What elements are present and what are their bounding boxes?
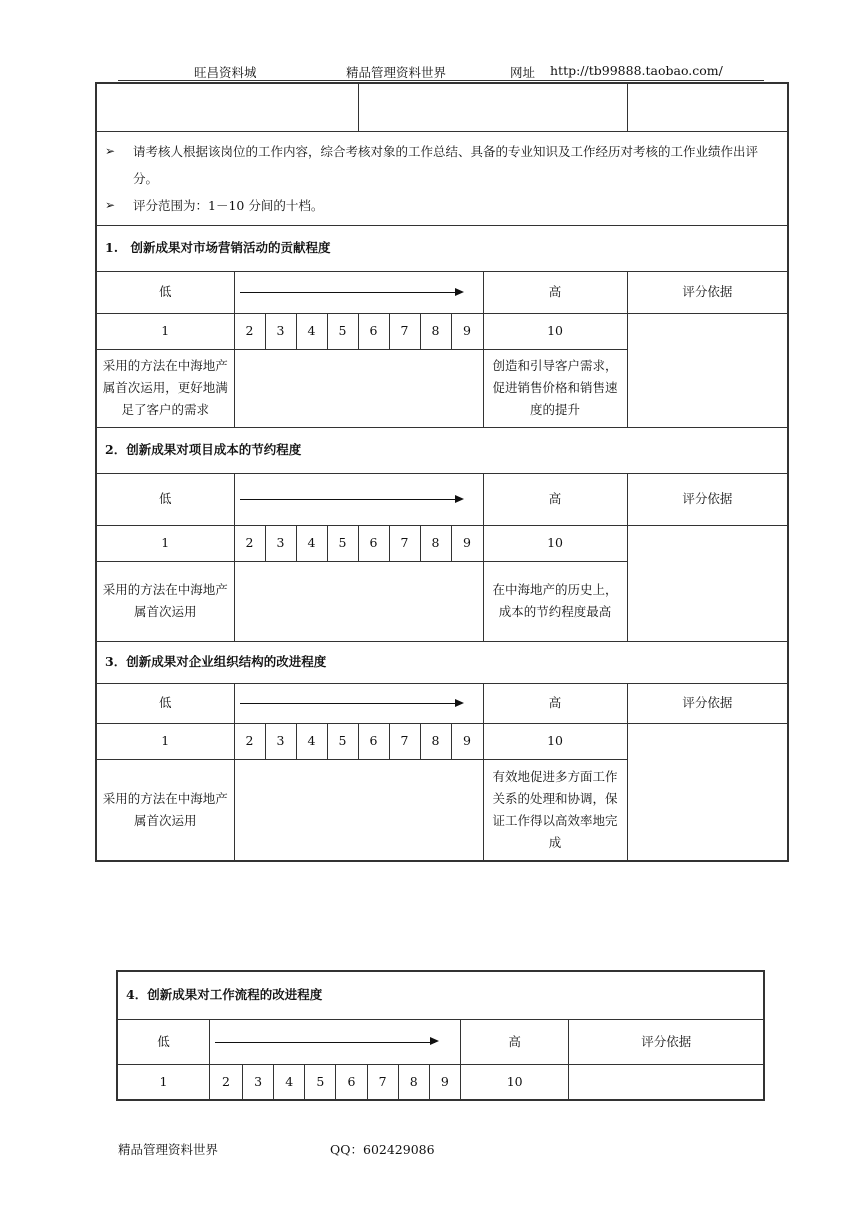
basis-input-cell[interactable]: [627, 313, 788, 427]
score-cell: 4: [296, 313, 327, 349]
score-cell: 10: [483, 525, 627, 561]
low-description: 采用的方法在中海地产属首次运用，更好地满足了客户的需求: [96, 349, 234, 427]
high-description: 在中海地产的历史上，成本的节约程度最高: [483, 561, 627, 641]
score-cell: 10: [460, 1064, 568, 1100]
score-cell: 2: [234, 525, 265, 561]
score-cell: 1: [96, 723, 234, 759]
section-title: 4．创新成果对工作流程的改进程度: [117, 971, 764, 1019]
arrow-bullet-icon: ➢: [105, 143, 116, 158]
blank-cell: [358, 83, 627, 131]
score-cell: 7: [367, 1064, 398, 1100]
scale-arrow: [234, 271, 483, 313]
score-cell: 9: [451, 525, 483, 561]
scale-high-label: 高: [483, 473, 627, 525]
score-cell: 7: [389, 313, 420, 349]
score-cell: 8: [420, 525, 451, 561]
footer-brand: 精品管理资料世界: [118, 1142, 219, 1157]
high-description: 创造和引导客户需求，促进销售价格和销售速度的提升: [483, 349, 627, 427]
score-cell: 5: [327, 723, 358, 759]
arrow-right-icon: [455, 699, 464, 707]
scale-low-label: 低: [117, 1019, 209, 1064]
score-cell: 3: [265, 525, 296, 561]
score-cell: 3: [243, 1064, 274, 1100]
scale-low-label: 低: [96, 683, 234, 723]
score-cell: 1: [96, 313, 234, 349]
scale-low-label: 低: [96, 271, 234, 313]
basis-input-cell[interactable]: [569, 1064, 764, 1100]
header-brand: 旺昌资料城: [194, 65, 257, 80]
basis-header: 评分依据: [627, 271, 788, 313]
score-cell: 3: [265, 723, 296, 759]
arrow-right-icon: [455, 288, 464, 296]
score-cell: 9: [451, 723, 483, 759]
score-cell: 4: [296, 723, 327, 759]
basis-header: 评分依据: [627, 683, 788, 723]
high-description: 有效地促进多方面工作关系的处理和协调，保证工作得以高效率地完成: [483, 759, 627, 861]
basis-header: 评分依据: [569, 1019, 764, 1064]
section-title: 1. 创新成果对市场营销活动的贡献程度: [96, 225, 788, 271]
score-cell: 10: [483, 313, 627, 349]
score-cell: 5: [327, 525, 358, 561]
scale-low-label: 低: [96, 473, 234, 525]
scale-high-label: 高: [460, 1019, 568, 1064]
scale-arrow: [209, 1019, 460, 1064]
low-description: 采用的方法在中海地产属首次运用: [96, 759, 234, 861]
arrow-line: [240, 292, 460, 293]
evaluation-table-continued: [116, 970, 765, 1101]
score-cell: 8: [420, 723, 451, 759]
instructions: [96, 131, 788, 225]
score-cell: 4: [274, 1064, 305, 1100]
arrow-line: [240, 703, 460, 704]
basis-header: 评分依据: [627, 473, 788, 525]
score-cell: 8: [398, 1064, 429, 1100]
score-cell: 5: [305, 1064, 336, 1100]
score-cell: 3: [265, 313, 296, 349]
score-cell: 6: [358, 525, 389, 561]
arrow-line: [215, 1042, 435, 1043]
score-cell: 4: [296, 525, 327, 561]
header-title: 精品管理资料世界: [346, 65, 447, 80]
score-cell: 9: [451, 313, 483, 349]
score-cell: 6: [336, 1064, 367, 1100]
page-header: [118, 62, 764, 81]
score-cell: 1: [96, 525, 234, 561]
scale-high-label: 高: [483, 271, 627, 313]
blank-cell: [627, 83, 788, 131]
note-item: ➢ 请考核人根据该岗位的工作内容，综合考核对象的工作总结、具备的专业知识及工作经历对考核的工作业绩作出评分。: [105, 138, 779, 192]
arrow-right-icon: [455, 495, 464, 503]
evaluation-table: [95, 82, 789, 862]
basis-input-cell[interactable]: [627, 723, 788, 861]
scale-arrow: [234, 473, 483, 525]
section-title: 3．创新成果对企业组织结构的改进程度: [96, 641, 788, 683]
mid-description: [234, 349, 483, 427]
mid-description: [234, 759, 483, 861]
score-cell: 2: [234, 723, 265, 759]
header-url: http://tb99888.taobao.com/: [550, 63, 723, 78]
arrow-right-icon: [430, 1037, 439, 1045]
score-cell: 9: [429, 1064, 460, 1100]
note-item: ➢ 评分范围为：1－10 分间的十档。: [105, 192, 779, 219]
scale-high-label: 高: [483, 683, 627, 723]
score-cell: 5: [327, 313, 358, 349]
score-cell: 7: [389, 723, 420, 759]
score-cell: 8: [420, 313, 451, 349]
score-cell: 6: [358, 723, 389, 759]
arrow-line: [240, 499, 460, 500]
section-title: 2．创新成果对项目成本的节约程度: [96, 427, 788, 473]
score-cell: 7: [389, 525, 420, 561]
score-cell: 6: [358, 313, 389, 349]
score-cell: 1: [117, 1064, 209, 1100]
basis-input-cell[interactable]: [627, 525, 788, 641]
score-cell: 2: [234, 313, 265, 349]
blank-cell: [96, 83, 358, 131]
scale-arrow: [234, 683, 483, 723]
blank-row: [96, 83, 788, 131]
arrow-bullet-icon: ➢: [105, 197, 116, 212]
low-description: 采用的方法在中海地产属首次运用: [96, 561, 234, 641]
score-cell: 2: [209, 1064, 242, 1100]
score-cell: 10: [483, 723, 627, 759]
footer-qq: QQ：602429086: [330, 1142, 435, 1157]
mid-description: [234, 561, 483, 641]
header-site-label: 网址: [510, 65, 536, 80]
